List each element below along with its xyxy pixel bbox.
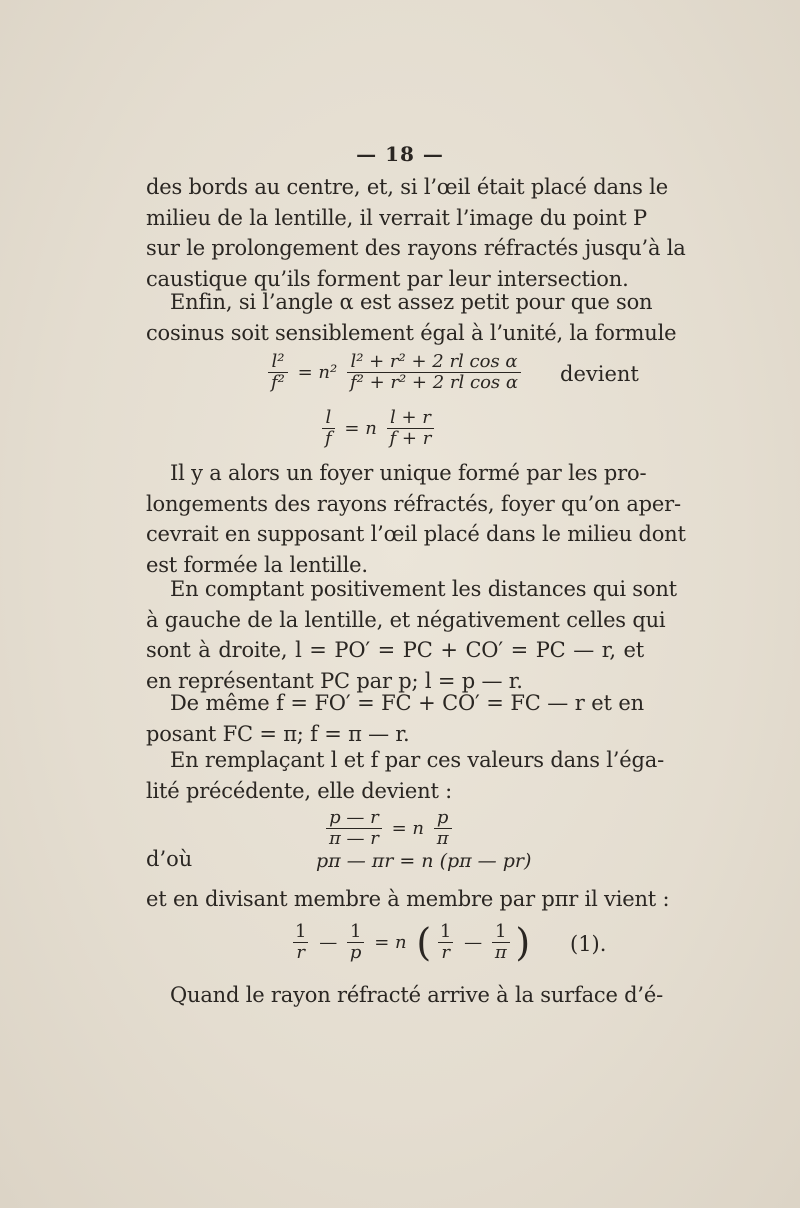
fraction-1-r: [292, 922, 309, 963]
text-line: En comptant positivement les distances qui sont: [170, 577, 677, 601]
paragraph-1: [146, 172, 686, 294]
denominator: r: [293, 942, 308, 963]
text-line: caustique qu’ils forment par leur intersection.: [146, 266, 629, 291]
text-line: En remplaçant l et f par ces valeurs dans l’éga-: [170, 748, 664, 772]
equation-tag: (1).: [570, 932, 607, 956]
minus-sign: —: [319, 932, 338, 953]
fraction-1-p: [347, 922, 365, 963]
denominator: f²: [268, 372, 288, 393]
numerator: l + r: [390, 407, 431, 428]
paragraph-4: [146, 574, 677, 696]
numerator: 1: [439, 921, 452, 942]
text-line: De même f = FO′ = FC + CO′ = FC — r et en: [170, 691, 644, 715]
text-line: Enfin, si l’angle α est assez petit pour que son: [170, 290, 653, 314]
equation-3: [326, 808, 452, 849]
numerator: l²: [271, 351, 285, 372]
open-paren: (: [416, 920, 432, 965]
text-line: sont à droite, l = PO′ = PC + CO′ = PC — r, et: [146, 638, 644, 662]
fraction-lr-fr: [387, 408, 435, 449]
equation-2: [322, 408, 434, 449]
numerator: l² + r² + 2 rl cos α: [350, 351, 518, 372]
text-line: Il y a alors un foyer unique formé par les pro-: [170, 461, 647, 485]
text-line: Quand le rayon réfracté arrive à la surface d’é-: [170, 983, 664, 1007]
fraction-1-pi: [492, 922, 510, 963]
numerator: l: [325, 407, 332, 428]
numerator: 1: [295, 921, 307, 942]
text-line: cevrait en supposant l’œil placé dans le milieu dont: [146, 522, 686, 546]
denominator: f: [322, 428, 335, 449]
equals-sign: = n: [374, 932, 407, 953]
denominator: f² + r² + 2 rl cos α: [347, 372, 521, 393]
equals-sign: = n: [391, 818, 425, 839]
fraction-l2-f2: [268, 352, 288, 393]
text-line: lité précédente, elle devient :: [146, 778, 453, 803]
equation-4: pπ — πr = n (pπ — pr): [316, 850, 532, 872]
fraction-1-r-2: [437, 922, 454, 963]
numerator: 1: [495, 921, 507, 942]
word-devient: devient: [560, 362, 639, 386]
denominator: π: [434, 828, 452, 849]
denominator: r: [438, 942, 453, 963]
paragraph-3: [146, 458, 686, 580]
equals-sign: = n: [344, 418, 377, 439]
denominator: π: [492, 942, 510, 963]
numerator: p: [436, 807, 449, 828]
fraction-cos: [347, 352, 521, 393]
numerator: 1: [349, 921, 362, 942]
fraction-l-f: [322, 408, 335, 449]
text-line: milieu de la lentille, il verrait l’image du point P: [146, 205, 647, 230]
denominator: π — r: [326, 828, 382, 849]
page-number: — 18 —: [356, 142, 444, 166]
label-dou: d’où: [146, 847, 193, 871]
denominator: f + r: [387, 428, 435, 449]
fraction-p-pi: [434, 808, 452, 849]
paragraph-8: [146, 980, 664, 1011]
text-line: sur le prolongement des rayons réfractés jusqu’à la: [146, 236, 686, 260]
paragraph-5: [146, 688, 644, 749]
text-line: des bords au centre, et, si l’œil était placé dans le: [146, 175, 668, 199]
numerator: p — r: [329, 807, 379, 828]
equation-5: [292, 922, 530, 963]
equals-sign: = n²: [297, 362, 338, 383]
denominator: p: [347, 942, 365, 963]
close-paren: ): [515, 920, 531, 965]
text-line: cosinus soit sensiblement égal à l’unité, la formule: [146, 320, 677, 345]
text-line: à gauche de la lentille, et négativement celles qui: [146, 607, 666, 632]
text-line: est formée la lentille.: [146, 552, 368, 577]
paragraph-2: [146, 287, 677, 348]
paragraph-7: [146, 884, 670, 915]
text-line: en représentant PC par p; l = p — r.: [146, 668, 523, 693]
text-line: longements des rayons réfractés, foyer qu’on aper-: [146, 491, 681, 516]
text-line: posant FC = π; f = π — r.: [146, 721, 410, 746]
text-line: et en divisant membre à membre par pπr il vient :: [146, 887, 670, 911]
fraction-pr-pir: [326, 808, 382, 849]
minus-sign: —: [464, 932, 483, 953]
equation-1: [268, 352, 521, 393]
paragraph-6: [146, 745, 664, 806]
